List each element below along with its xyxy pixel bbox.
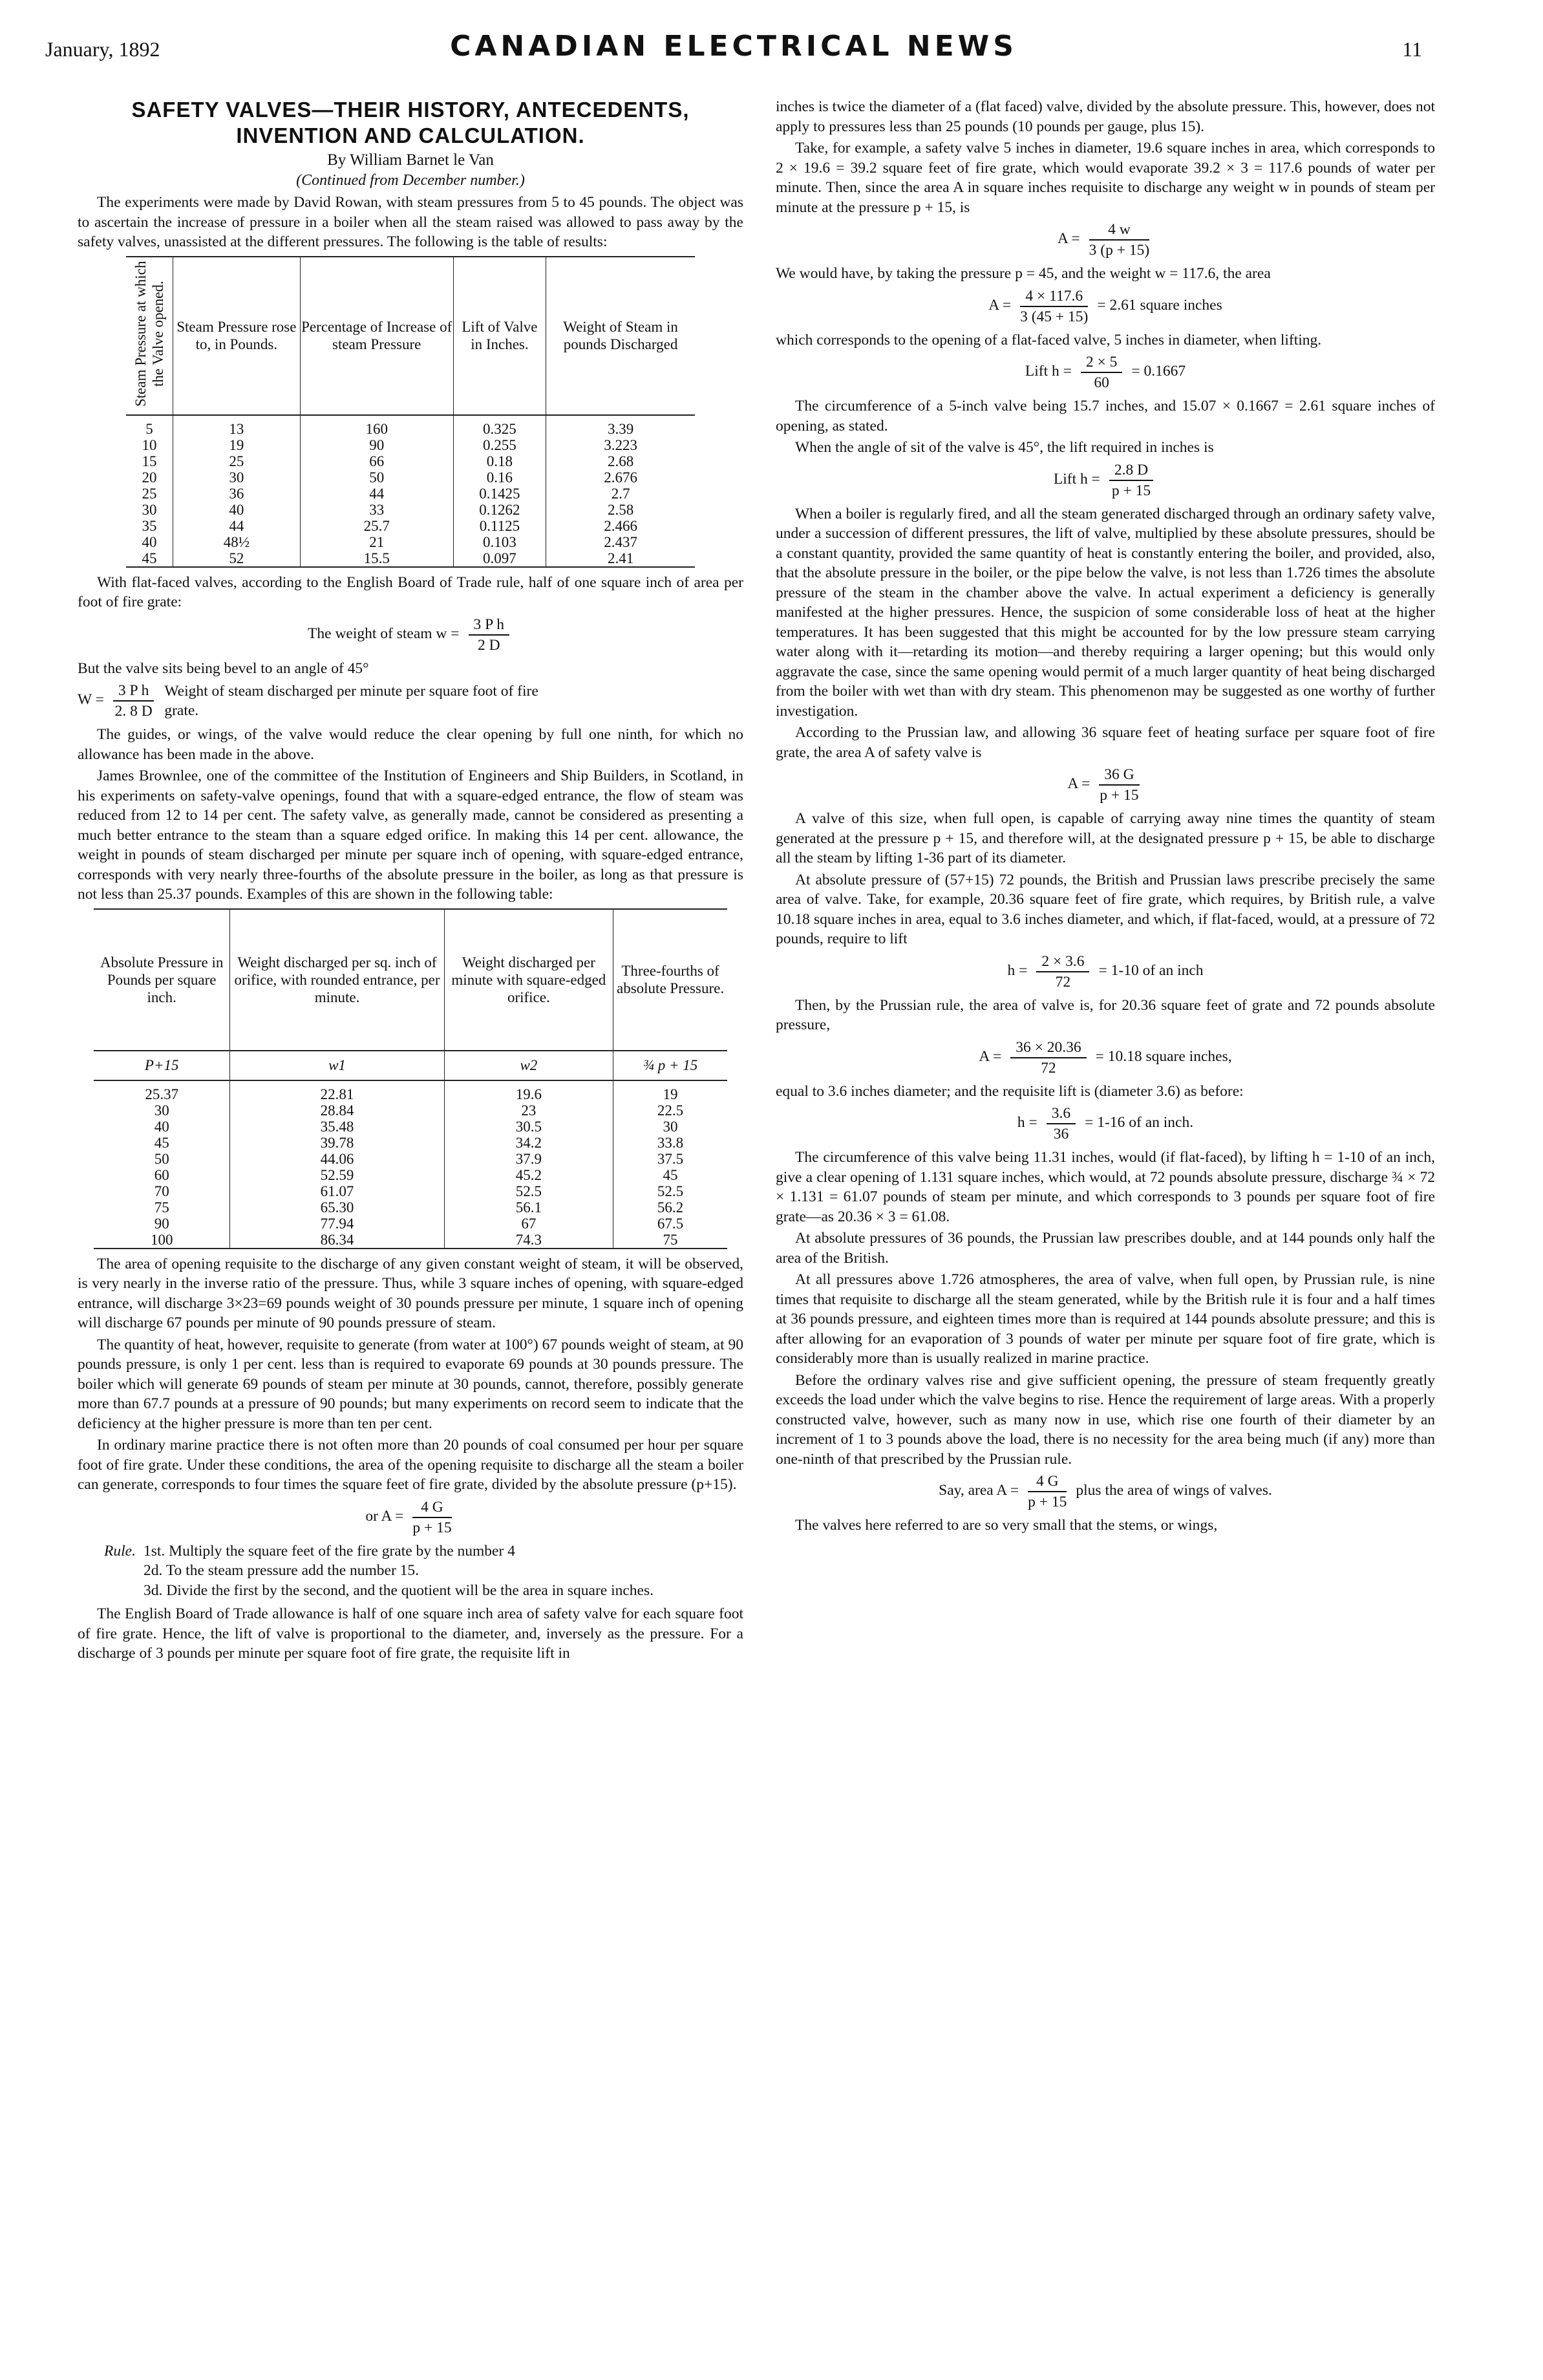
issue-date: January, 1892 xyxy=(45,38,160,61)
article-byline: By William Barnet le Van xyxy=(327,151,494,169)
paragraph: Take, for example, a safety valve 5 inches in diameter, 19.6 square inches in area, which corresponds to 2 × 19.6 = 39.2 square feet of fire grate, which would evaporate 39.2 × 3 = 117.6 pounds of water per minute. Then, since the area A in square inches requisite to discharge any weight w in pounds of steam per minute at the pressure p + 15, is xyxy=(776,140,1435,216)
paragraph: Then, by the Prussian rule, the area of valve is, for 20.36 square feet of grate and 72 pounds absolute pressure, xyxy=(776,996,1435,1033)
paragraph: which corresponds to the opening of a flat-faced valve, 5 inches in diameter, when lifting. xyxy=(776,331,1322,348)
table-symbol: ¾ p + 15 xyxy=(613,1051,727,1080)
table-symbol: w2 xyxy=(444,1051,613,1080)
paragraph: With flat-faced valves, according to the English Board of Trade rule, half of one square inch of area per foot of fire grate: xyxy=(78,574,743,610)
paragraph: inches is twice the diameter of a (flat faced) valve, divided by the absolute pressure. This, however, does not apply to pressures less than 25 pounds (10 pounds per gauge, plus 15). xyxy=(776,98,1435,135)
newspaper-title: CANADIAN ELECTRICAL NEWS xyxy=(450,30,1017,63)
table-row: 25.37 22.81 19.6 19 xyxy=(94,1080,727,1102)
paragraph: We would have, by taking the pressure p = 45, and the weight w = 117.6, the area xyxy=(776,265,1271,282)
formula: A = $\frac{4 \times 117.6}{3 (45 + 15)}$ = 2.61 square inches xyxy=(988,287,1222,325)
continued-note: (Continued from December number.) xyxy=(296,172,525,189)
table-row: 25 36 44 0.1425 2.7 xyxy=(126,486,695,502)
table-header: Steam Pressure at which the Valve opened. xyxy=(133,261,166,407)
rule-item: 2d. To the steam pressure add the number 15. xyxy=(144,1562,420,1579)
paragraph: A valve of this size, when full open, is capable of carrying away nine times the quantity of steam generated at the pressure p + 15, and therefore will, at the designated pressure p + 15, be able to discharge all the steam by lifting 1-36 part of its diameter. xyxy=(776,810,1435,866)
table-rowan-results xyxy=(126,256,695,568)
page-number: 11 xyxy=(1402,38,1422,61)
formula: A = $\frac{4 w}{3 (p + 15)}$ xyxy=(1057,221,1150,259)
formula: h = $\frac{2 \times 3.6}{72}$ = 1-10 of an inch xyxy=(1007,952,1204,991)
column-left xyxy=(78,97,743,2363)
page-header xyxy=(45,26,1422,71)
paragraph: The circumference of a 5-inch valve being 15.7 inches, and 15.07 × 0.1667 = 2.61 square inches of opening, as stated. xyxy=(776,398,1435,434)
formula: Lift h = $\frac{2 \times 5}{60}$ = 0.1667 xyxy=(1025,354,1186,391)
table-row: 40 48½ 21 0.103 2.437 xyxy=(126,534,695,550)
rule-item: 3d. Divide the first by the second, and the quotient will be the area in square inches. xyxy=(144,1581,654,1599)
table-row: 75 65.30 56.1 56.2 xyxy=(94,1199,727,1216)
table-row: 50 44.06 37.9 37.5 xyxy=(94,1151,727,1167)
paragraph: When a boiler is regularly fired, and all the steam generated discharged through an ordinary safety valve, under a succession of different pressures, the lift of valve, multiplied by these absolute pressures, should be a constant quantity, provided the same quantity of heat is constantly entering the boiler, and provided, also, that the absolute pressure in the boiler, or the pipe below the valve, is not less than 1.726 times the absolute pressure of the steam in the chamber above the valve. In actual experiment a deficiency is generally manifested at the higher pressures. Hence, the suspicion of some considerable loss of heat at the higher temperatures. It has been suggested that this might be accounted for by the low pressure steam carrying water along with it—retarding its motion—and thereby requiring a larger opening; but this would only aggravate the case, since the same opening would permit of a much larger quantity of heat being discharged from the boiler with wet than with dry steam. This phenomenon may be suggested as one worthy of further investigation. xyxy=(776,505,1435,720)
paragraph: When the angle of sit of the valve is 45°, the lift required in inches is xyxy=(795,439,1214,456)
table-header: Percentage of Increase of steam Pressure xyxy=(300,257,453,415)
table-symbol: P+15 xyxy=(94,1051,230,1080)
table-orifice-discharge xyxy=(94,908,727,1249)
paragraph: James Brownlee, one of the committee of the Institution of Engineers and Ship Builders, in Scotland, in his experiments on safety-valve openings, found that with a square-edged entrance, the flow of steam was reduced from 12 to 14 per cent. The safety valve, as generally made, cannot be considered as presenting a much better entrance to the steam than a square edged orifice. In making this 14 per cent. allowance, the weight in pounds of steam discharged per minute per square inch of opening, with square-edged entrance, corresponds with very nearly three-fourths of the absolute pressure in the boiler, as long as that pressure is not less than 25.37 pounds. Examples of this are shown in the following table: xyxy=(78,767,743,903)
table-row: 15 25 66 0.18 2.68 xyxy=(126,453,695,469)
rule-label: Rule. xyxy=(104,1542,136,1560)
paragraph: The English Board of Trade allowance is half of one square inch area of safety valve for each square foot of fire grate. Hence, the lift of valve is proportional to the diameter, and, inversely as the pressure. For a discharge of 3 pounds per minute per square foot of fire grate, the requisite lift in xyxy=(78,1605,743,1662)
formula: The weight of steam w = $\frac{\text{3 P h}}{2 D}$ xyxy=(78,615,743,655)
paragraph: In ordinary marine practice there is not often more than 20 pounds of coal consumed per hour per square foot of fire grate. Under these conditions, the area of the opening requisite to discharge all the steam a boiler can generate, corresponds to four times the square feet of fire grate, divided by the absolute pressure (p+15). xyxy=(78,1437,743,1493)
paragraph: But the valve sits being bevel to an angle of 45° xyxy=(78,659,369,677)
paragraph: The quantity of heat, however, requisite to generate (from water at 100°) 67 pounds weight of steam, at 90 pounds pressure, is only 1 per cent. less than is required to evaporate 69 pounds at 30 pounds pressure. The boiler which will generate 69 pounds of steam per minute at 30 pounds, cannot, therefore, possibly generate more than 67.7 pounds at a pressure of 90 pounds; but many experiments on record seem to indicate that the deficiency at the higher pressure is more than ten per cent. xyxy=(78,1336,743,1432)
table-header: Weight of Steam in pounds Discharged xyxy=(546,257,695,415)
table-row: 10 19 90 0.255 3.223 xyxy=(126,437,695,453)
table-header: Absolute Pressure in Pounds per square inch. xyxy=(100,954,224,1005)
table-row: 45 39.78 34.2 33.8 xyxy=(94,1135,727,1151)
paragraph: equal to 3.6 inches diameter; and the requisite lift is (diameter 3.6) as before: xyxy=(776,1082,1244,1100)
formula: W = $\frac{\text{3 P h}}{2. 8 D}$ Weight of steam discharged per minute per square foot of fire grate. xyxy=(78,682,538,720)
table-row: 90 77.94 67 67.5 xyxy=(94,1216,727,1232)
paragraph: According to the Prussian law, and allowing 36 square feet of heating surface per square foot of fire grate, the area A of safety valve is xyxy=(776,724,1435,761)
paragraph: The area of opening requisite to the discharge of any given constant weight of steam, it will be observed, is very nearly in the inverse ratio of the pressure. Thus, while 3 square inches of opening, with square-edged entrance, will discharge 3×23=69 pounds weight of 30 pounds pressure per minute, 1 square inch of opening will discharge 67 pounds per minute of 90 pounds pressure of steam. xyxy=(78,1255,743,1331)
formula: A = $\frac{36 G}{p + 15}$ xyxy=(1067,766,1139,804)
paragraph: Before the ordinary valves rise and give sufficient opening, the pressure of steam frequently greatly exceeds the load under which the valve begins to rise. Hence the requirement of large areas. With a properly constructed valve, however, such as many now in use, which rise one fourth of their diameter by an increment of 1 to 3 pounds above the load, there is no necessity for the area being much (if any) more than one-ninth of that prescribed by the Prussian rule. xyxy=(776,1371,1435,1468)
paragraph: The valves here referred to are so very small that the stems, or wings, xyxy=(795,1517,1218,1534)
paragraph: The circumference of this valve being 11.31 inches, would (if flat-faced), by lifting h = 1-10 of an inch, give a clear opening of 1.131 square inches, which would, at 72 pounds absolute pressure, discharge ¾ × 72 × 1.131 = 61.07 pounds of steam per minute, and which corresponds to 3 pounds per square foot of fire grate—as 20.36 × 3 = 61.08. xyxy=(776,1149,1435,1225)
table-row: 70 61.07 52.5 52.5 xyxy=(94,1183,727,1199)
paragraph: The guides, or wings, of the valve would reduce the clear opening by full one ninth, for which no allowance has been made in the above. xyxy=(78,726,743,763)
table-row: 100 86.34 74.3 75 xyxy=(94,1232,727,1249)
paragraph: At absolute pressures of 36 pounds, the Prussian law prescribes double, and at 144 pounds only half the area of the British. xyxy=(776,1230,1435,1267)
table-row: 45 52 15.5 0.097 2.41 xyxy=(126,550,695,567)
table-header: Steam Pressure rose to, in Pounds. xyxy=(173,257,301,415)
paragraph: At all pressures above 1.726 atmospheres, the area of valve, when full open, by Prussian rule, is nine times that requisite to discharge all the steam generated, while by the British rule it is four and a half times at 36 pounds pressure, and eighteen times more than is required at 144 pounds absolute pressure; and this is after allowing for an evaporation of 3 pounds of water per minute per square foot of fire grate, which is considerably more than is usually realized in marine practice. xyxy=(776,1271,1435,1367)
table-header: Weight discharged per minute with square-edged orifice. xyxy=(444,909,613,1051)
table-symbol: w1 xyxy=(230,1051,444,1080)
formula: h = $\frac{3.6}{36}$ = 1-16 of an inch. xyxy=(1017,1105,1194,1142)
table-row: 30 28.84 23 22.5 xyxy=(94,1102,727,1119)
table-row: 35 44 25.7 0.1125 2.466 xyxy=(126,518,695,534)
rule-item: 1st. Multiply the square feet of the fire grate by the number 4 xyxy=(144,1542,515,1560)
formula: or A = $\frac{4 G}{p + 15}$ xyxy=(365,1498,452,1536)
table-header: Lift of Valve in Inches. xyxy=(453,257,546,415)
table-row: 20 30 50 0.16 2.676 xyxy=(126,469,695,486)
table-header: Three-fourths of absolute Pressure. xyxy=(613,909,727,1051)
column-right xyxy=(776,97,1435,2363)
formula: A = $\frac{36 \times 20.36}{72}$ = 10.18 square inches, xyxy=(979,1038,1232,1077)
paragraph: The experiments were made by David Rowan, with steam pressures from 5 to 45 pounds. The object was to ascertain the increase of pressure in a boiler when all the steam raised was allowed to pass away by the safety valves, unassisted at the different pressures. The following is the table of results: xyxy=(78,194,743,250)
table-row: 30 40 33 0.1262 2.58 xyxy=(126,502,695,518)
article-title: SAFETY VALVES—THEIR HISTORY, ANTECEDENTS, INVENTION AND CALCULATION. xyxy=(131,98,690,147)
table-row: 5 13 160 0.325 3.39 xyxy=(126,415,695,437)
table-header: Weight discharged per sq. inch of orifice, with rounded entrance, per minute. xyxy=(230,909,444,1051)
formula: Say, area A = $\frac{4 G}{p + 15}$ plus the area of wings of valves. xyxy=(939,1473,1272,1510)
formula: Lift h = $\frac{2.8 D}{p + 15}$ xyxy=(776,460,1435,500)
rule-list xyxy=(78,1541,743,1601)
table-row: 60 52.59 45.2 45 xyxy=(94,1167,727,1183)
paragraph: At absolute pressure of (57+15) 72 pounds, the British and Prussian laws prescribe precisely the same area of valve. Take, for example, 20.36 square feet of fire grate, which requires, by British rule, a valve 10.18 square inches in area, equal to 3.6 inches diameter, and which, if flat-faced, would, at a pressure of 72 pounds, require to lift xyxy=(776,871,1435,947)
table-row: 40 35.48 30.5 30 xyxy=(94,1119,727,1135)
